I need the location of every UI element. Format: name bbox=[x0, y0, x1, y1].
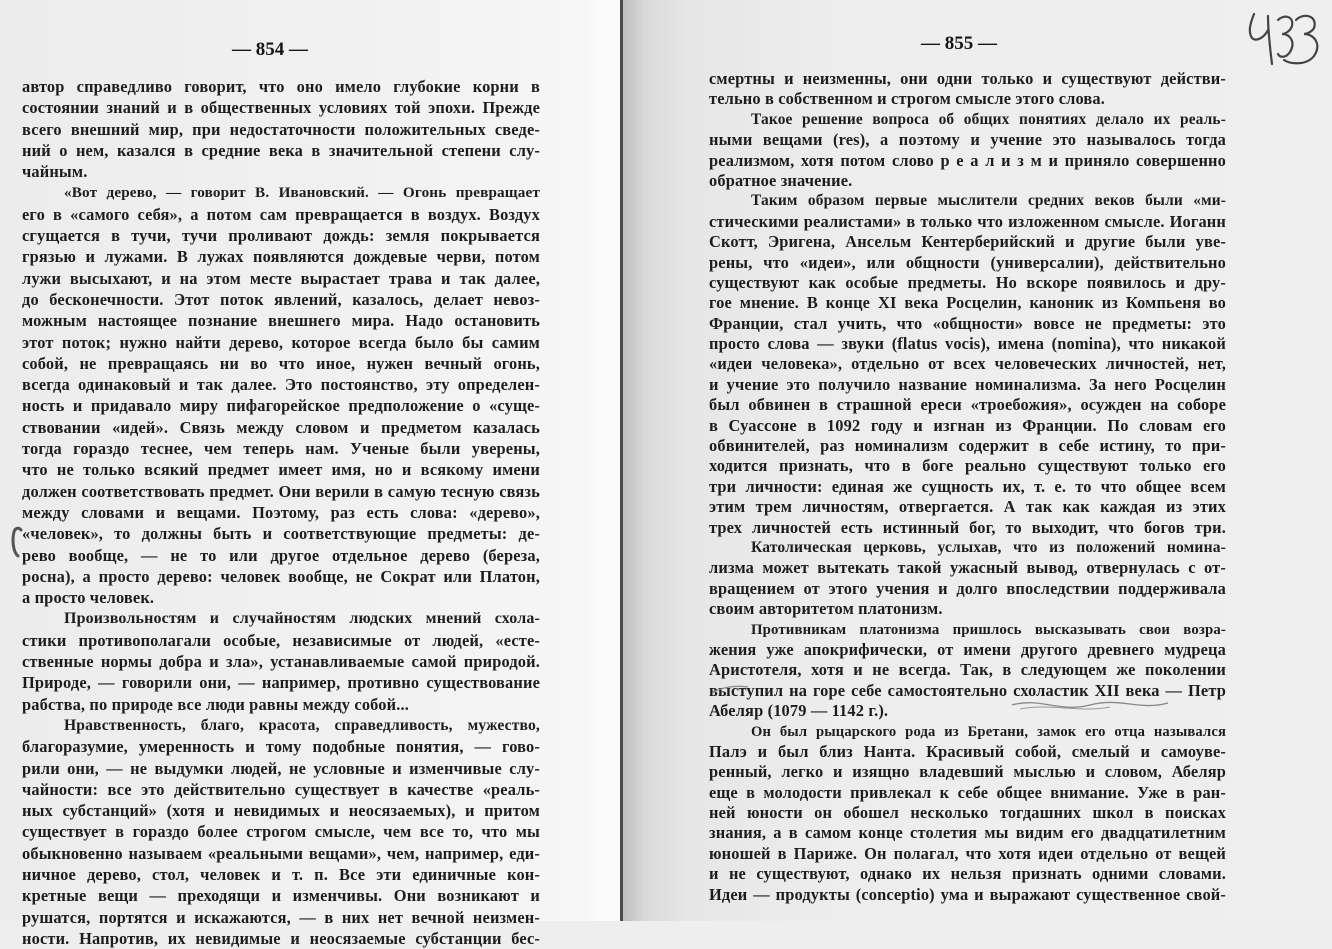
text-line: стики противополагали особые, независимые от людей, «есте- bbox=[22, 630, 540, 650]
left-page bbox=[0, 0, 603, 948]
text-line: ности. Напротив, их невидимые и неосязаемые субстанции бес- bbox=[22, 928, 540, 948]
text-line: Природе, — говорили они, — например, противно существование bbox=[22, 673, 540, 693]
text-line: рево вообще, — не то или другое отдельное дерево (береза, bbox=[22, 545, 540, 565]
text-line: существуют как особые предметы. Но вскоре появилось и дру- bbox=[709, 272, 1226, 292]
text-line: автор справедливо говорит, что оно имело глубокие корни в bbox=[22, 77, 540, 96]
text-line: лизма может вытекать такой ужасный вывод, отвернулась с от- bbox=[709, 558, 1226, 578]
text-line: что не только всякий предмет имеет имя, но и всякому имени bbox=[22, 460, 540, 480]
pencil-margin-mark-icon bbox=[9, 526, 23, 558]
text-line: и учение это получило название номинализма. За него Росцелин bbox=[709, 374, 1226, 394]
text-line: был обвинен в страшной ереси «троебожия», осужден на соборе bbox=[709, 395, 1226, 415]
text-line: можным настоящее познание внешнего мира. Надо остановить bbox=[22, 311, 540, 331]
text-line: юношей в Париже. Он полагал, что хотя идеи отдельно от вещей bbox=[709, 843, 1226, 863]
text-line: лужи высыхают, и на этом месте вырастает трава и так далее, bbox=[22, 268, 540, 288]
text-line: рены, что «идеи», или общности (универсалии), действительно bbox=[709, 252, 1226, 272]
text-line: а просто человек. bbox=[22, 588, 155, 608]
text-line: вращением от этого учения и долго впоследствии поддерживала bbox=[709, 578, 1226, 598]
text-line: ней юности он обошел несколько тогдашних школ в поисках bbox=[709, 803, 1226, 823]
text-line: Аристотеля, хотя и не всегда. Так, в следующем же поколении bbox=[709, 660, 1226, 680]
text-line: своим авторитетом платонизм. bbox=[709, 599, 943, 619]
text-line: ных субстанций» (хотя и невидимых и неосязаемых), и притом bbox=[22, 801, 540, 821]
text-line: Франции, стал учить, что «общности» вовсе не предметы: это bbox=[709, 313, 1226, 333]
text-line: существует в гораздо более строгом смысле, чем все то, что мы bbox=[22, 822, 540, 842]
text-line: ходится признать, что в боге реально существуют только его bbox=[709, 456, 1226, 476]
text-line: смертны и неизменны, они одни только и существуют действи- bbox=[709, 69, 1226, 88]
text-line: ственные нормы добра и зла», устанавливаемые самой природой. bbox=[22, 652, 540, 672]
text-line: Таким образом первые мыслители средних веков были «ми- bbox=[751, 192, 1226, 210]
text-line: «идеи человека», отдельно от всех человеческих личностей, нет, bbox=[709, 354, 1226, 374]
right-page-text bbox=[709, 69, 1226, 905]
text-line: Противникам платонизма пришлось высказывать свои возра- bbox=[751, 621, 1226, 638]
text-line: чайности: все это действительно существует в качестве «реаль- bbox=[22, 779, 540, 799]
text-line: «Вот дерево, — говорит В. Ивановский. — Огонь превращает bbox=[64, 184, 540, 202]
text-line: между словами и вещами. Поэтому, раз есть слова: «дерево», bbox=[22, 502, 540, 522]
text-line: гое мнение. В конце XI века Росцелин, каноник из Компьеня во bbox=[709, 293, 1226, 313]
handwritten-folio-number-icon bbox=[1234, 2, 1326, 68]
text-line: Идеи — продукты (conceptio) ума и выражают существенное свой- bbox=[709, 884, 1226, 904]
text-line: ний о нем, казался в средние века в значительной степени слу- bbox=[22, 140, 540, 160]
page-number-854: — 854 — bbox=[232, 39, 308, 60]
text-line: и не существуют, однако их нельзя признать одними словами. bbox=[709, 864, 1226, 884]
text-line: всего внешний мир, при недостаточности положительных сведе- bbox=[22, 119, 540, 139]
text-line: грязью и лужами. В лужах появляются дождевые черви, потом bbox=[22, 247, 540, 267]
pencil-underline-mark-icon bbox=[1010, 695, 1170, 715]
text-line: еще в молодости привлекал к себе общее внимание. Уже в ран- bbox=[709, 782, 1226, 802]
text-line: Католическая церковь, услыхав, что из положений номина- bbox=[751, 538, 1226, 556]
text-line: Скотт, Эригена, Ансельм Кентерберийский и другие были уве- bbox=[709, 232, 1226, 252]
text-line: обратное значение. bbox=[709, 170, 853, 190]
text-line: собой, не превращаясь ни во что иное, нужен вечный огонь, bbox=[22, 353, 540, 373]
pencil-margin-stroke-icon bbox=[710, 683, 750, 695]
text-line: сгущается в тучи, тучи проливают дождь: земля покрывается bbox=[22, 226, 540, 246]
text-line: этим трем личностям, отвергается. А так как каждая из этих bbox=[709, 497, 1226, 517]
text-line: обвинителей, раз номинализм содержит в себе истину, то при- bbox=[709, 436, 1226, 456]
text-line: должен соответствовать предмет. Они верили в самую тесную связь bbox=[22, 481, 540, 501]
book-gutter bbox=[603, 0, 620, 921]
text-line: ничное дерево, стол, человек и т. п. Все эти единичные кон- bbox=[22, 864, 540, 884]
text-line: ствовании «идей». Связь между словом и предметом казалась bbox=[22, 417, 540, 437]
text-line: состоянии знаний и в общественных условиях той эпохи. Прежде bbox=[22, 98, 540, 118]
text-line: тельно в собственном и строгом смысле этого слова. bbox=[709, 89, 1106, 109]
text-line: ными вещами (res), а поэтому и учение это называлось тогда bbox=[709, 130, 1226, 150]
text-line: обыкновенно называем «реальными вещами», чем, например, еди- bbox=[22, 843, 540, 863]
text-line: Он был рыцарского рода из Бретани, замок его отца назывался bbox=[751, 723, 1226, 740]
text-line: просто слова — звуки (flatus vocis), имена (nomina), что никакой bbox=[709, 334, 1226, 354]
text-line: Произвольностям и случайностям людских мнений схола- bbox=[64, 610, 540, 628]
text-line: рили они, — не выдумки людей, не условные и изменчивые слу- bbox=[22, 758, 540, 778]
text-line: росна), а просто дерево: человек вообще, не Сократ или Платон, bbox=[22, 566, 540, 586]
text-line: рабства, по природе все люди равны между собой... bbox=[22, 694, 409, 714]
text-line: рушатся, портятся и искажаются, — в них нет вечной неизмен- bbox=[22, 907, 540, 927]
right-page bbox=[623, 0, 1332, 921]
text-line: выступил на горе себе самостоятельно схоластик XII века — Петр bbox=[709, 680, 1226, 700]
text-line: ренный, легко и изящно владевший мыслью и словом, Абеляр bbox=[709, 762, 1226, 782]
text-line: знания, а в самом конце столетия мы видим его двадцатилетним bbox=[709, 823, 1226, 843]
text-line: ность и придавало миру пифагорейское предположение о «суще- bbox=[22, 396, 540, 416]
text-line: всегда одинаковый и так далее. Это постоянство, эту определен- bbox=[22, 375, 540, 395]
text-line: этот поток; нужно найти дерево, которое всегда было бы самим bbox=[22, 332, 540, 352]
text-line: в Суассоне в 1092 году и изгнан из Франции. По словам его bbox=[709, 415, 1226, 435]
text-line: благоразумие, умеренность и тому подобные понятия, — гово- bbox=[22, 737, 540, 757]
text-line: Палэ и был близ Нанта. Красивый собой, смелый и самоуве- bbox=[709, 741, 1226, 761]
text-line: три личности: единая же сущность их, т. е. то что общее всем bbox=[709, 476, 1226, 496]
text-line: его в «самого себя», а потом сам превращается в воздух. Воздух bbox=[22, 204, 540, 224]
text-line: тогда гораздо теснее, чем теперь нам. Ученые были уверены, bbox=[22, 439, 540, 459]
text-line: чайным. bbox=[22, 162, 88, 182]
text-line: кретные вещи — преходящи и изменчивы. Они возникают и bbox=[22, 886, 540, 906]
left-page-text bbox=[22, 76, 540, 949]
text-line: «человек», то должны быть и соответствующие предметы: де- bbox=[22, 524, 540, 544]
text-line: до бесконечности. Этот поток явлений, казалось, делает невоз- bbox=[22, 289, 540, 309]
text-line: Нравственность, благо, красота, справедливость, мужество, bbox=[64, 716, 540, 734]
text-line: стическими реалистами» в только что изложенном смысле. Иоганн bbox=[709, 211, 1226, 231]
text-line: реализмом, хотя потом слово р е а л и з м и приняло совершенно bbox=[709, 150, 1226, 170]
text-line: Такое решение вопроса об общих понятиях делало их реаль- bbox=[751, 110, 1226, 128]
page-number-855: — 855 — bbox=[921, 33, 997, 54]
text-line: трех личностей есть истинный бог, то выходит, что богов три. bbox=[709, 517, 1226, 537]
text-line: жения уже апокрифически, от имени другого древнего мудреца bbox=[709, 639, 1226, 659]
text-line: Абеляр (1079 — 1142 г.). bbox=[709, 701, 889, 721]
